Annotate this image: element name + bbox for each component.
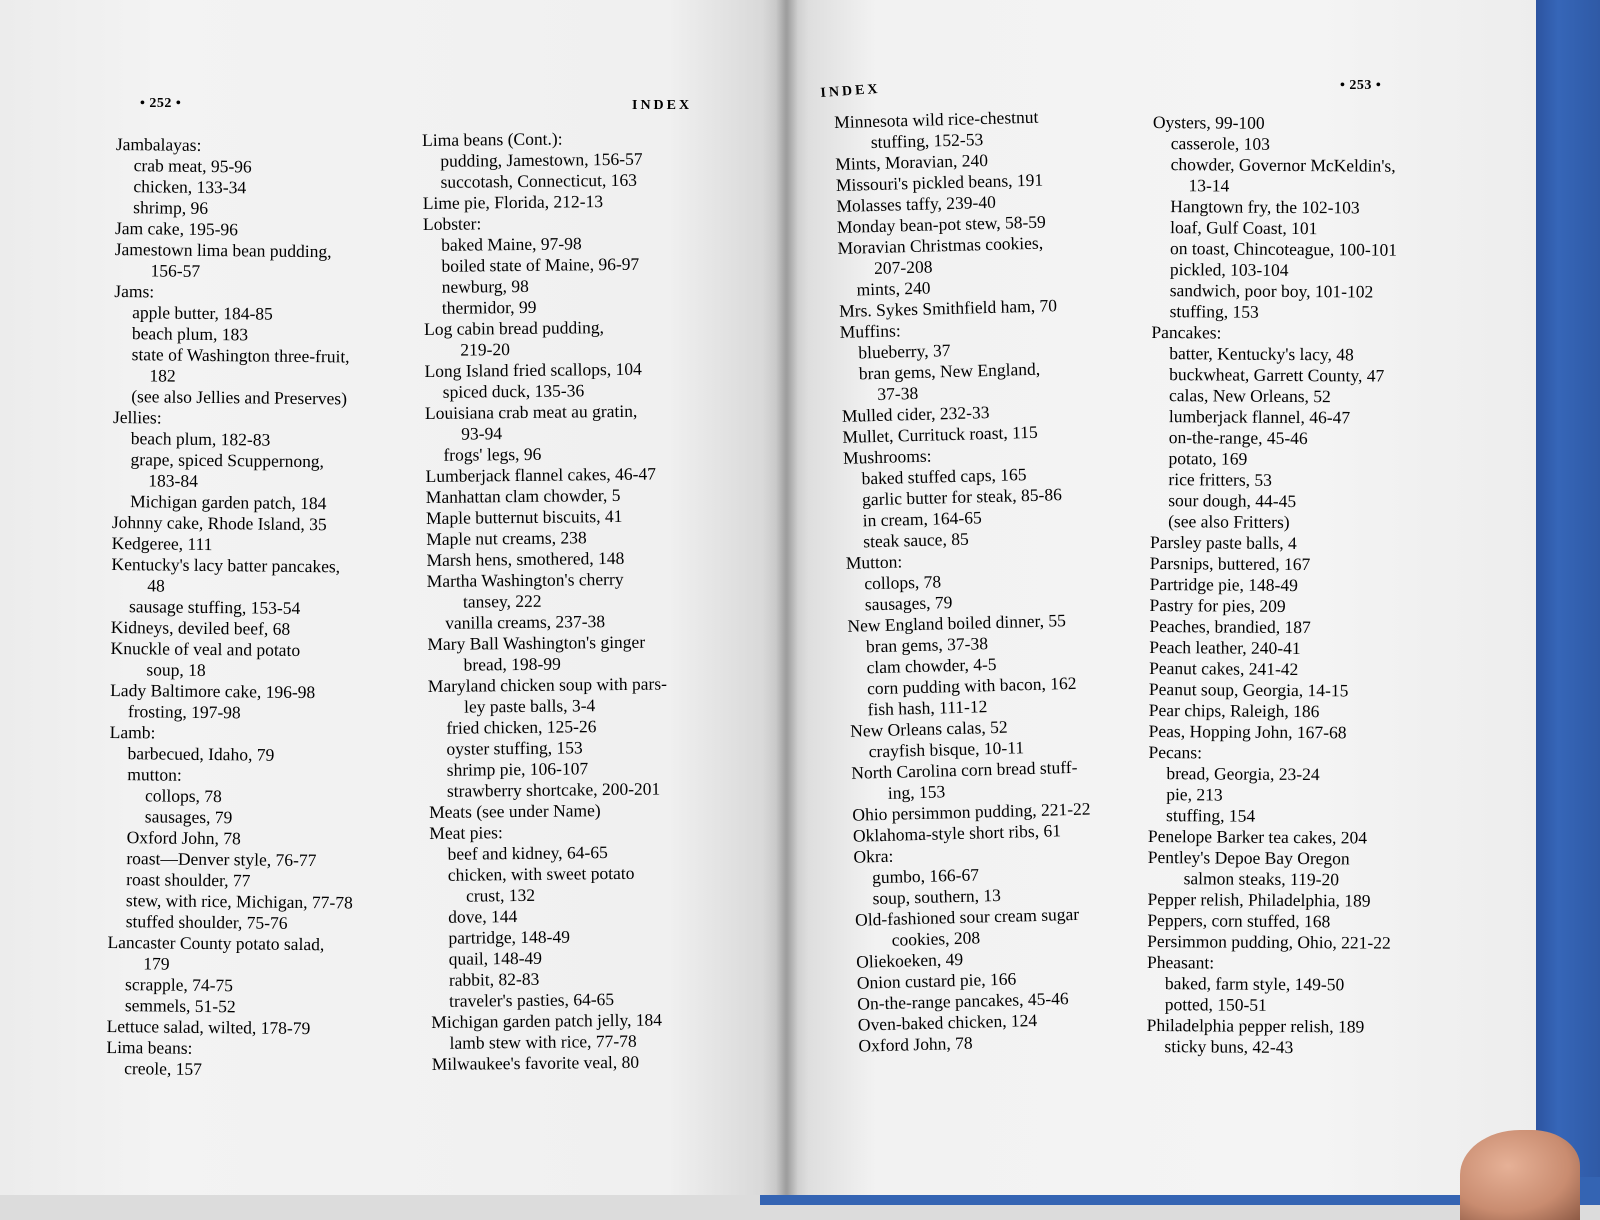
index-entry: Mushrooms: bbox=[842, 445, 932, 468]
index-entry: Peppers, corn stuffed, 168 bbox=[1147, 909, 1331, 932]
index-entry: Kentucky's lacy batter pancakes, bbox=[111, 553, 341, 577]
index-entry: Lime pie, Florida, 212-13 bbox=[422, 191, 604, 213]
index-entry: Meats (see under Name) bbox=[429, 800, 601, 822]
index-entry: Pepper relish, Philadelphia, 189 bbox=[1147, 888, 1371, 911]
index-entry: potato, 169 bbox=[1168, 448, 1248, 469]
index-entry: Kedgeree, 111 bbox=[111, 532, 213, 555]
index-entry: soup, southern, 13 bbox=[872, 884, 1002, 909]
index-entry: Johnny cake, Rhode Island, 35 bbox=[111, 511, 327, 535]
index-entry: Mullet, Currituck roast, 115 bbox=[842, 421, 1038, 447]
index-entry: newburg, 98 bbox=[441, 275, 529, 297]
index-entry: dove, 144 bbox=[448, 906, 518, 927]
index-entry: vanilla creams, 237-38 bbox=[445, 611, 606, 633]
index-entry: blueberry, 37 bbox=[858, 340, 951, 363]
right-running-head: INDEX bbox=[820, 81, 882, 101]
index-entry: pickled, 103-104 bbox=[1169, 259, 1289, 280]
index-entry: North Carolina corn bread stuff- bbox=[851, 756, 1078, 783]
index-entry: Oxford John, 78 bbox=[858, 1032, 973, 1056]
index-entry: shrimp, 96 bbox=[133, 197, 209, 218]
index-entry: 13-14 bbox=[1188, 175, 1230, 196]
index-entry: mints, 240 bbox=[856, 277, 931, 300]
index-entry: loaf, Gulf Coast, 101 bbox=[1170, 217, 1318, 239]
index-entry: roast—Denver style, 76-77 bbox=[126, 848, 317, 871]
index-entry: Parsnips, buttered, 167 bbox=[1149, 552, 1311, 575]
index-entry: Lamb: bbox=[109, 721, 156, 743]
index-entry: 182 bbox=[149, 365, 176, 386]
index-entry: bread, 198-99 bbox=[463, 653, 561, 675]
index-entry: bran gems, 37-38 bbox=[865, 633, 989, 657]
index-entry: Jellies: bbox=[112, 406, 162, 428]
index-entry: Kidneys, deviled beef, 68 bbox=[110, 616, 291, 639]
index-entry: casserole, 103 bbox=[1170, 133, 1270, 154]
index-entry: Monday bean-pot stew, 58-59 bbox=[836, 211, 1047, 237]
index-entry: Jambalayas: bbox=[115, 134, 202, 155]
index-entry: Peas, Hopping John, 167-68 bbox=[1148, 720, 1347, 743]
index-entry: Oysters, 99-100 bbox=[1152, 112, 1265, 133]
index-entry: Parsley paste balls, 4 bbox=[1149, 531, 1297, 554]
index-entry: cookies, 208 bbox=[891, 927, 981, 950]
index-entry: sour dough, 44-45 bbox=[1168, 490, 1297, 512]
index-entry: Lumberjack flannel cakes, 46-47 bbox=[425, 463, 657, 486]
index-entry: Oven-baked chicken, 124 bbox=[857, 1009, 1038, 1035]
index-entry: apple butter, 184-85 bbox=[132, 302, 273, 324]
right-page-number: • 253 • bbox=[1340, 78, 1382, 93]
index-entry: baked stuffed caps, 165 bbox=[861, 464, 1027, 489]
thumb bbox=[1460, 1130, 1580, 1220]
index-entry: Ohio persimmon pudding, 221-22 bbox=[852, 798, 1091, 825]
index-entry: on-the-range, 45-46 bbox=[1168, 427, 1308, 449]
book-gutter bbox=[776, 0, 798, 1195]
index-entry: corn pudding with bacon, 162 bbox=[866, 672, 1077, 699]
index-entry: strawberry shortcake, 200-201 bbox=[446, 778, 661, 801]
index-entry: Oklahoma-style short ribs, 61 bbox=[852, 820, 1062, 846]
index-entry: scrapple, 74-75 bbox=[124, 974, 234, 996]
index-entry: Meat pies: bbox=[429, 822, 503, 843]
index-entry: Philadelphia pepper relish, 189 bbox=[1146, 1014, 1365, 1037]
index-entry: ing, 153 bbox=[887, 781, 946, 803]
index-entry: Log cabin bread pudding, bbox=[423, 317, 604, 339]
index-entry: mutton: bbox=[127, 764, 182, 785]
left-page-number: • 252 • bbox=[140, 96, 182, 111]
index-entry: traveler's pasties, 64-65 bbox=[449, 989, 615, 1011]
index-entry: tansey, 222 bbox=[462, 590, 542, 612]
book-cover-edge bbox=[1530, 0, 1600, 1205]
index-entry: stuffed shoulder, 75-76 bbox=[125, 911, 288, 933]
index-entry: on toast, Chincoteague, 100-101 bbox=[1169, 238, 1398, 260]
index-entry: 219-20 bbox=[460, 339, 510, 360]
index-entry: buckwheat, Garrett County, 47 bbox=[1169, 364, 1385, 386]
index-entry: 37-38 bbox=[877, 382, 919, 404]
index-entry: potted, 150-51 bbox=[1164, 994, 1267, 1015]
index-entry: collops, 78 bbox=[864, 571, 942, 594]
index-entry: barbecued, Idaho, 79 bbox=[127, 743, 275, 765]
index-entry: Manhattan clam chowder, 5 bbox=[425, 484, 621, 507]
index-entry: Marsh hens, smothered, 148 bbox=[426, 547, 625, 570]
index-entry: Michigan garden patch, 184 bbox=[130, 491, 327, 514]
index-entry: stuffing, 152-53 bbox=[870, 129, 984, 153]
index-entry: fried chicken, 125-26 bbox=[446, 716, 597, 738]
index-entry: succotash, Connecticut, 163 bbox=[440, 169, 637, 192]
index-entry: sausage stuffing, 153-54 bbox=[128, 596, 301, 618]
index-entry: beef and kidney, 64-65 bbox=[447, 842, 608, 864]
index-entry: Jamestown lima bean pudding, bbox=[114, 238, 332, 262]
index-entry: crab meat, 95-96 bbox=[133, 155, 252, 177]
index-entry: (see also Jellies and Preserves) bbox=[131, 386, 348, 409]
index-entry: sticky buns, 42-43 bbox=[1164, 1036, 1294, 1058]
index-entry: stuffing, 154 bbox=[1166, 805, 1256, 826]
index-entry: chowder, Governor McKeldin's, bbox=[1170, 154, 1396, 176]
index-entry: frogs' legs, 96 bbox=[443, 443, 542, 465]
index-entry: Lima beans (Cont.): bbox=[422, 128, 563, 150]
index-entry: crust, 132 bbox=[465, 884, 536, 906]
index-entry: rabbit, 82-83 bbox=[448, 968, 540, 990]
index-entry: partridge, 148-49 bbox=[448, 926, 571, 948]
index-entry: clam chowder, 4-5 bbox=[866, 653, 997, 678]
index-entry: Penelope Barker tea cakes, 204 bbox=[1147, 825, 1368, 848]
index-entry: steak sauce, 85 bbox=[862, 528, 969, 552]
index-entry: Moravian Christmas cookies, bbox=[837, 232, 1044, 258]
index-entry: Onion custard pie, 166 bbox=[856, 968, 1017, 993]
index-entry: sausages, 79 bbox=[144, 806, 233, 828]
index-entry: lamb stew with rice, 77-78 bbox=[449, 1030, 637, 1053]
index-entry: Oxford John, 78 bbox=[126, 827, 241, 849]
index-entry: collops, 78 bbox=[144, 785, 222, 807]
index-entry: Mulled cider, 232-33 bbox=[841, 402, 990, 426]
index-entry: Minnesota wild rice-chestnut bbox=[834, 106, 1039, 132]
index-entry: roast shoulder, 77 bbox=[126, 869, 251, 891]
index-entry: Maryland chicken soup with pars- bbox=[427, 673, 668, 696]
index-entry: Peaches, brandied, 187 bbox=[1149, 615, 1311, 638]
index-entry: Muffins: bbox=[839, 320, 901, 342]
index-entry: Jam cake, 195-96 bbox=[114, 217, 239, 240]
index-entry: Mints, Moravian, 240 bbox=[835, 149, 989, 174]
index-entry: Knuckle of veal and potato bbox=[110, 637, 301, 660]
index-entry: Pentley's Depoe Bay Oregon bbox=[1147, 846, 1350, 869]
index-entry: Lancaster County potato salad, bbox=[107, 931, 325, 955]
index-entry: pudding, Jamestown, 156-57 bbox=[440, 148, 643, 171]
index-entry: baked Maine, 97-98 bbox=[441, 233, 582, 255]
index-entry: in cream, 164-65 bbox=[862, 507, 982, 531]
index-entry: New England boiled dinner, 55 bbox=[847, 610, 1067, 636]
index-entry: gumbo, 166-67 bbox=[871, 864, 980, 888]
index-column-right-1 bbox=[834, 104, 1159, 1057]
index-entry: spiced duck, 135-36 bbox=[442, 380, 585, 402]
index-entry: sandwich, poor boy, 101-102 bbox=[1169, 280, 1374, 302]
index-entry: calas, New Orleans, 52 bbox=[1168, 385, 1331, 407]
index-entry: lumberjack flannel, 46-47 bbox=[1168, 406, 1351, 428]
index-entry: beach plum, 183 bbox=[131, 323, 249, 345]
index-entry: 93-94 bbox=[461, 423, 503, 444]
index-entry: bran gems, New England, bbox=[858, 358, 1041, 384]
index-entry: 156-57 bbox=[150, 260, 201, 281]
index-entry: Peach leather, 240-41 bbox=[1149, 636, 1301, 659]
index-entry: salmon steaks, 119-20 bbox=[1183, 868, 1340, 890]
index-entry: Pear chips, Raleigh, 186 bbox=[1148, 699, 1320, 722]
index-entry: stew, with rice, Michigan, 77-78 bbox=[125, 890, 353, 913]
index-entry: Lobster: bbox=[422, 213, 482, 234]
index-entry: New Orleans calas, 52 bbox=[849, 716, 1008, 741]
index-entry: Maple butternut biscuits, 41 bbox=[425, 505, 623, 528]
index-entry: bread, Georgia, 23-24 bbox=[1166, 763, 1320, 785]
index-entry: thermidor, 99 bbox=[441, 296, 537, 318]
index-entry: Mutton: bbox=[845, 551, 903, 573]
index-entry: state of Washington three-fruit, bbox=[131, 344, 350, 367]
index-entry: boiled state of Maine, 96-97 bbox=[441, 253, 640, 276]
index-entry: Pheasant: bbox=[1146, 951, 1215, 973]
index-entry: Michigan garden patch jelly, 184 bbox=[431, 1009, 663, 1032]
index-entry: creole, 157 bbox=[124, 1058, 203, 1079]
index-entry: Mrs. Sykes Smithfield ham, 70 bbox=[838, 295, 1058, 321]
index-entry: grape, spiced Scuppernong, bbox=[130, 449, 325, 472]
index-entry: On-the-range pancakes, 45-46 bbox=[857, 988, 1069, 1014]
index-entry: Peanut cakes, 241-42 bbox=[1149, 657, 1299, 680]
index-entry: ley paste balls, 3-4 bbox=[463, 695, 596, 717]
index-entry: Milwaukee's favorite veal, 80 bbox=[431, 1051, 640, 1074]
index-entry: Mary Ball Washington's ginger bbox=[427, 631, 646, 654]
index-entry: stuffing, 153 bbox=[1169, 301, 1259, 322]
index-entry: Pastry for pies, 209 bbox=[1149, 594, 1286, 616]
index-entry: 207-208 bbox=[873, 256, 933, 279]
index-entry: Long Island fried scallops, 104 bbox=[424, 358, 642, 381]
index-entry: Lady Baltimore cake, 196-98 bbox=[110, 679, 316, 703]
index-entry: 48 bbox=[147, 575, 165, 596]
index-entry: frosting, 197-98 bbox=[127, 701, 241, 723]
index-entry: Okra: bbox=[853, 845, 894, 867]
index-entry: Oliekoeken, 49 bbox=[855, 948, 964, 972]
index-entry: crayfish bisque, 10-11 bbox=[868, 737, 1025, 762]
index-entry: soup, 18 bbox=[146, 659, 206, 680]
index-entry: sausages, 79 bbox=[864, 592, 953, 615]
index-entry: beach plum, 182-83 bbox=[130, 428, 271, 450]
index-entry: (see also Fritters) bbox=[1168, 511, 1290, 532]
index-entry: chicken, with sweet potato bbox=[447, 862, 635, 885]
index-entry: shrimp pie, 106-107 bbox=[446, 758, 589, 780]
index-entry: Jams: bbox=[114, 280, 155, 302]
index-entry: Maple nut creams, 238 bbox=[426, 527, 587, 549]
index-column-left-1 bbox=[106, 134, 416, 1082]
index-entry: Pecans: bbox=[1148, 741, 1203, 763]
index-entry: Pancakes: bbox=[1151, 321, 1222, 343]
index-entry: rice fritters, 53 bbox=[1168, 469, 1273, 490]
index-entry: fish hash, 111-12 bbox=[867, 696, 988, 720]
index-entry: Partridge pie, 148-49 bbox=[1149, 573, 1299, 596]
left-running-head: INDEX bbox=[632, 98, 693, 113]
index-entry: quail, 148-49 bbox=[448, 947, 543, 969]
index-entry: Old-fashioned sour cream sugar bbox=[854, 903, 1080, 930]
index-entry: Molasses taffy, 239-40 bbox=[836, 191, 997, 216]
index-entry: baked, farm style, 149-50 bbox=[1164, 973, 1345, 995]
index-entry: chicken, 133-34 bbox=[133, 176, 247, 198]
index-entry: Lima beans: bbox=[106, 1036, 193, 1058]
index-entry: Martha Washington's cherry bbox=[426, 568, 624, 591]
index-entry: batter, Kentucky's lacy, 48 bbox=[1169, 343, 1354, 365]
index-entry: Missouri's pickled beans, 191 bbox=[835, 169, 1044, 195]
index-column-right-2 bbox=[1146, 112, 1453, 1059]
index-entry: Peanut soup, Georgia, 14-15 bbox=[1148, 678, 1349, 701]
index-entry: Persimmon pudding, Ohio, 221-22 bbox=[1147, 930, 1391, 953]
index-entry: 179 bbox=[143, 953, 170, 974]
index-entry: 183-84 bbox=[148, 470, 199, 491]
index-entry: garlic butter for steak, 85-86 bbox=[861, 484, 1063, 510]
index-entry: oyster stuffing, 153 bbox=[446, 737, 583, 759]
index-entry: pie, 213 bbox=[1166, 784, 1223, 805]
index-entry: Louisiana crab meat au gratin, bbox=[424, 400, 638, 423]
index-entry: semmels, 51-52 bbox=[124, 995, 236, 1017]
index-entry: Hangtown fry, the 102-103 bbox=[1170, 196, 1360, 218]
index-entry: Lettuce salad, wilted, 178-79 bbox=[106, 1015, 311, 1039]
index-column-left-2 bbox=[422, 127, 732, 1075]
